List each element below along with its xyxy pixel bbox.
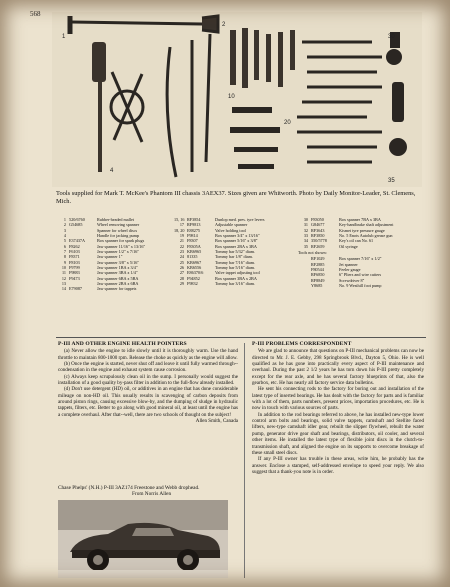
tool-n: 4 <box>63 233 66 239</box>
tool-desc: Tommy bar 7/16" diam. <box>215 259 256 265</box>
tool-part: RF2659 <box>311 243 325 249</box>
tool-desc: Jaw spanner 3/8" x 5/16" <box>97 259 140 265</box>
tool-part: F8103 <box>69 259 80 265</box>
tool-part: F8262 <box>69 243 80 249</box>
tool-desc: No. 5 Enots Autolub grease gun <box>339 233 393 239</box>
tool-n: 33 <box>303 233 308 239</box>
tool-desc: Jaw spanner 1" <box>97 254 123 260</box>
tool-n: 2 <box>63 222 66 228</box>
tool-desc: Box spanner 3/4" x 13/16" <box>215 233 260 239</box>
tool-desc: Box spanner 7/16" x 1/2" <box>339 256 382 262</box>
tool-n: 23 <box>179 249 184 255</box>
tool-part: F8371 <box>69 254 80 260</box>
column-divider <box>244 343 245 578</box>
tool-desc: Box spanner 3BA x 2BA <box>215 275 257 281</box>
tool-desc: Box spanner for spark plugs <box>97 238 145 244</box>
tool-part: F6103 <box>69 249 80 255</box>
tool-part: F83050 <box>311 217 324 222</box>
tool-part: F9799 <box>69 265 80 271</box>
tool-part: F9473 <box>69 275 80 281</box>
tool-part: G54685 <box>69 222 83 228</box>
tool-desc: Tommy bar 1/8" diam. <box>215 254 253 260</box>
tool-part: KB6967 <box>187 259 202 265</box>
tool-desc: Jaw spanner 2BA x 6BA <box>97 281 139 287</box>
tool-n: 31 <box>303 222 308 228</box>
tool-desc: Box spanner 2BA x 3BA <box>215 243 257 249</box>
page-number: 568 <box>30 10 41 18</box>
tool-desc: Key-handbrake shaft adjustment <box>339 222 394 228</box>
tool-part: G84677 <box>311 222 325 228</box>
tool-n: 17 <box>179 222 184 228</box>
tool-n: 7 <box>63 249 66 255</box>
photo-caption-car <box>58 485 238 498</box>
tool-n: 9 <box>63 259 66 265</box>
tools-photo <box>52 12 422 187</box>
tool-part: RF8849 <box>311 277 325 283</box>
tool-part: F9814 <box>187 233 198 239</box>
tool-list-item <box>298 244 420 249</box>
svg-text:4: 4 <box>110 168 114 174</box>
tool-part: RF3854 <box>187 217 201 222</box>
tool-n: 35 <box>303 243 308 249</box>
tool-part: F8305A <box>187 243 201 249</box>
tool-list-item <box>298 283 420 288</box>
tool-desc: Feeler gauge <box>339 267 361 273</box>
tool-desc: 6" Pliers and wire cutters <box>339 272 382 278</box>
tool-part: E88275 <box>187 227 201 233</box>
tool-n: 30 <box>303 217 308 222</box>
tool-n: 34 <box>303 238 308 244</box>
tool-part: RF2885 <box>311 261 325 267</box>
tool-desc: Box spanner 5/16" x 3/8" <box>215 238 258 244</box>
caption-line: Chase Phelps' (N.H.) P-III 3AZ174 Freestone and Webb drophead. <box>58 485 200 491</box>
tool-list-item <box>56 286 174 291</box>
tool-n <box>298 283 308 288</box>
paragraph: We are glad to announce that questions on P-III mechanical problems can now be directed to Mr. J. E. Gebby, 298 Springbrook Blvd., Dayton 5, Ohio. He is well qualified as he has gone into practically every aspect of P-III maintenance and overhaul. During the past 2 1/2 years he has torn down his P-III pretty completely except for the rear axle, and he has several factory blueprints of that, also the gearbox, etc. He has nearly all factory service data bulletins. <box>252 348 424 387</box>
tool-n: 24 <box>179 254 184 260</box>
paragraph: He sent his connecting rods to the factory for boring out and installation of the latest type of inserted bearings. He has dealt with the factory for parts and is familiar with a lot of them, parts numbers, present prices, importation procedures, etc. He is now in touch with various sources of parts. <box>252 386 424 412</box>
tool-n: 26 <box>179 265 184 271</box>
article-engine-health <box>58 341 238 424</box>
svg-text:20: 20 <box>284 120 291 126</box>
tool-desc: Screwdriver 8" <box>339 277 365 283</box>
tool-desc: Jaw spanner 1/2" x 7/16" <box>97 249 140 255</box>
tool-desc: Valve tappet adjusting tool <box>215 270 260 276</box>
article-problems-correspondent <box>252 341 424 475</box>
tool-n: 6 <box>63 243 66 249</box>
tool-desc: Jaw spanner 1BA x 3/4" <box>97 265 138 271</box>
article-heading: P-III AND OTHER ENGINE HEALTH POINTERS <box>58 341 187 347</box>
tool-n: 29 <box>179 281 184 287</box>
caption-credit: From Norris Allen <box>132 491 172 498</box>
tool-part: 520/6760 <box>69 217 85 222</box>
tool-n: 18, 20 <box>174 227 185 233</box>
article-heading: P-III PROBLEMS CORRESPONDENT <box>252 341 352 347</box>
tool-part: RF3850 <box>311 233 325 239</box>
tool-part: Y8685 <box>311 283 323 289</box>
paragraph: In addition to the rod bearings referred to above, he has installed new-type lower control arm bolts and bearings, solid valve tappets, camshaft and Stellite faced lifters, new-type camshaft idler gear, rebuilt the slipper flywheel, rebuilt the water pump, generator drive gear shaft and bearings, distributors, oil cooler, and several other items. He installed the latest type of flexible joint discs in the clutch-to-transmission shaft, and aligned the engine on its supports to overcome breakage of these small steel discs. <box>252 411 424 456</box>
tool-desc: Jet spanner <box>339 261 358 267</box>
tool-part: RF9813 <box>187 222 201 228</box>
tool-n: 21 <box>179 238 184 244</box>
tool-part: KB6965 <box>187 249 202 255</box>
tool-desc: Tommy bar 5/16" diam. <box>215 265 256 271</box>
tool-desc: Dunlop med. pres. tyre levers <box>215 217 265 222</box>
svg-text:30: 30 <box>388 34 395 40</box>
tools-list-col1 <box>56 217 174 292</box>
car-photo <box>58 500 228 578</box>
svg-text:1: 1 <box>62 34 66 40</box>
tool-n: 14 <box>61 286 66 292</box>
svg-text:2: 2 <box>222 22 226 28</box>
tool-desc: Jaw spanner 6BA x 5BA <box>97 275 139 281</box>
tool-part: 81335 <box>187 254 198 260</box>
tool-n: 12 <box>61 275 66 281</box>
tool-desc: Adjustable spanner <box>215 222 248 228</box>
tool-n: 11 <box>61 270 66 276</box>
tools-list-col2 <box>174 217 298 286</box>
tool-part: F9832 <box>187 281 198 287</box>
paragraph: (b) Once the engine is started, never shut off and leave it until fully warmed through--condensation in the engine and exhaust system cause corrosion. <box>58 361 238 374</box>
tool-desc: Key's oil can No. 61 <box>339 238 374 244</box>
tool-part: RF6850 <box>311 272 325 278</box>
tool-desc: Box spanner 7BA x 3BA <box>339 217 381 222</box>
tool-part: RF1029 <box>311 256 325 262</box>
tool-desc: Tommy bar 5/32" diam. <box>215 249 256 255</box>
tool-part: E37437A <box>69 238 86 244</box>
tool-desc: Rubber-headed mallet <box>97 217 135 222</box>
tool-n: 32 <box>303 227 308 233</box>
tools-list-col3 <box>298 217 420 288</box>
tool-desc: Handle for jacking pump <box>97 233 139 239</box>
tool-n: 28 <box>179 275 184 281</box>
svg-text:10: 10 <box>228 94 235 100</box>
tool-part: RF3643 <box>311 227 325 233</box>
tool-desc: Valve holding tool <box>215 227 246 233</box>
tool-n: 27 <box>179 270 184 276</box>
tool-desc: Jaw spanner for tappets <box>97 286 137 292</box>
tool-n: 19 <box>179 233 184 239</box>
tool-part: F9883 <box>69 270 80 276</box>
tool-n: 15, 16 <box>174 217 185 222</box>
tool-n: 3 <box>63 227 66 233</box>
tool-n: 22 <box>179 243 184 249</box>
tool-n: 1 <box>63 217 66 222</box>
photo-caption-tools: Tools supplied for Mark T. McKee's Phantom III chassis 3AEX37. Sizes given are Whitworth. Photo by Daily Monitor-Leader, St. Clemens, Mich. <box>56 190 416 205</box>
tool-desc: Oil syringe <box>339 243 358 249</box>
tool-part: 350/5778 <box>311 238 327 244</box>
tool-part: F80544 <box>311 267 324 273</box>
tool-n: 13 <box>61 281 66 287</box>
tool-part: KB6556 <box>187 265 202 271</box>
tool-desc: Jaw spanner 11/16" x 13/16" <box>97 243 146 249</box>
tool-part: F94852 <box>187 275 200 281</box>
tool-list-item <box>174 281 298 286</box>
paragraph: If any P-III owner has trouble in these areas, write him, he probably has the answer. Enclose a stamped, self-addressed envelope to speed your reply. We also suggest that a thank-you note is in order. <box>252 456 424 475</box>
tool-n: 8 <box>63 254 66 260</box>
tool-part: F8307 <box>187 238 198 244</box>
tool-desc: Jaw spanner 3BA x 1/4" <box>97 270 138 276</box>
paragraph: (d) Don't use detergent (HD) oil, or additives in an engine that has done considerable mileage on non-HD oil. This usually results in scavenging of carbon deposits from around piston rings, causing excessive blow-by, and the dumping of sludge in hydraulic tappets, filters, etc. Better to go along with good mineral oil, at least until the engine has a complete overhaul. After that--well, there are two schools of thought on the subject! <box>58 386 238 418</box>
section-divider <box>56 337 426 338</box>
tool-desc: Tommy bar 3/16" diam. <box>215 281 256 287</box>
tool-n: 5 <box>63 238 66 244</box>
paragraph: (a) Never allow the engine to idle slowly until it is thoroughly warm. Use the hand throttle to maintain 800-1000 rpm. Release the choke as quickly as the engine will allow. <box>58 348 238 361</box>
tool-desc: Wheel removing spanner <box>97 222 140 228</box>
tool-n: 10 <box>61 265 66 271</box>
signature: Allen Smith, Canada <box>195 418 238 425</box>
tool-part: E79087 <box>69 286 83 292</box>
svg-text:35: 35 <box>388 178 395 184</box>
tools-not-shown-header: Tools not shown: <box>298 250 327 256</box>
tool-n: 25 <box>179 259 184 265</box>
tool-desc: No. 9 Westhill foot pump <box>339 283 382 289</box>
tool-desc: Kismet tyre pressure gauge <box>339 227 385 233</box>
tool-part: E86370/6 <box>187 270 204 276</box>
paragraph: (c) Always keep scrupulously clean oil in the sump. I personally would suggest the installation of a good quality by-pass filter in addition to the full-flow already installed. <box>58 373 238 387</box>
tool-desc: Spanner for wheel discs <box>97 227 138 233</box>
